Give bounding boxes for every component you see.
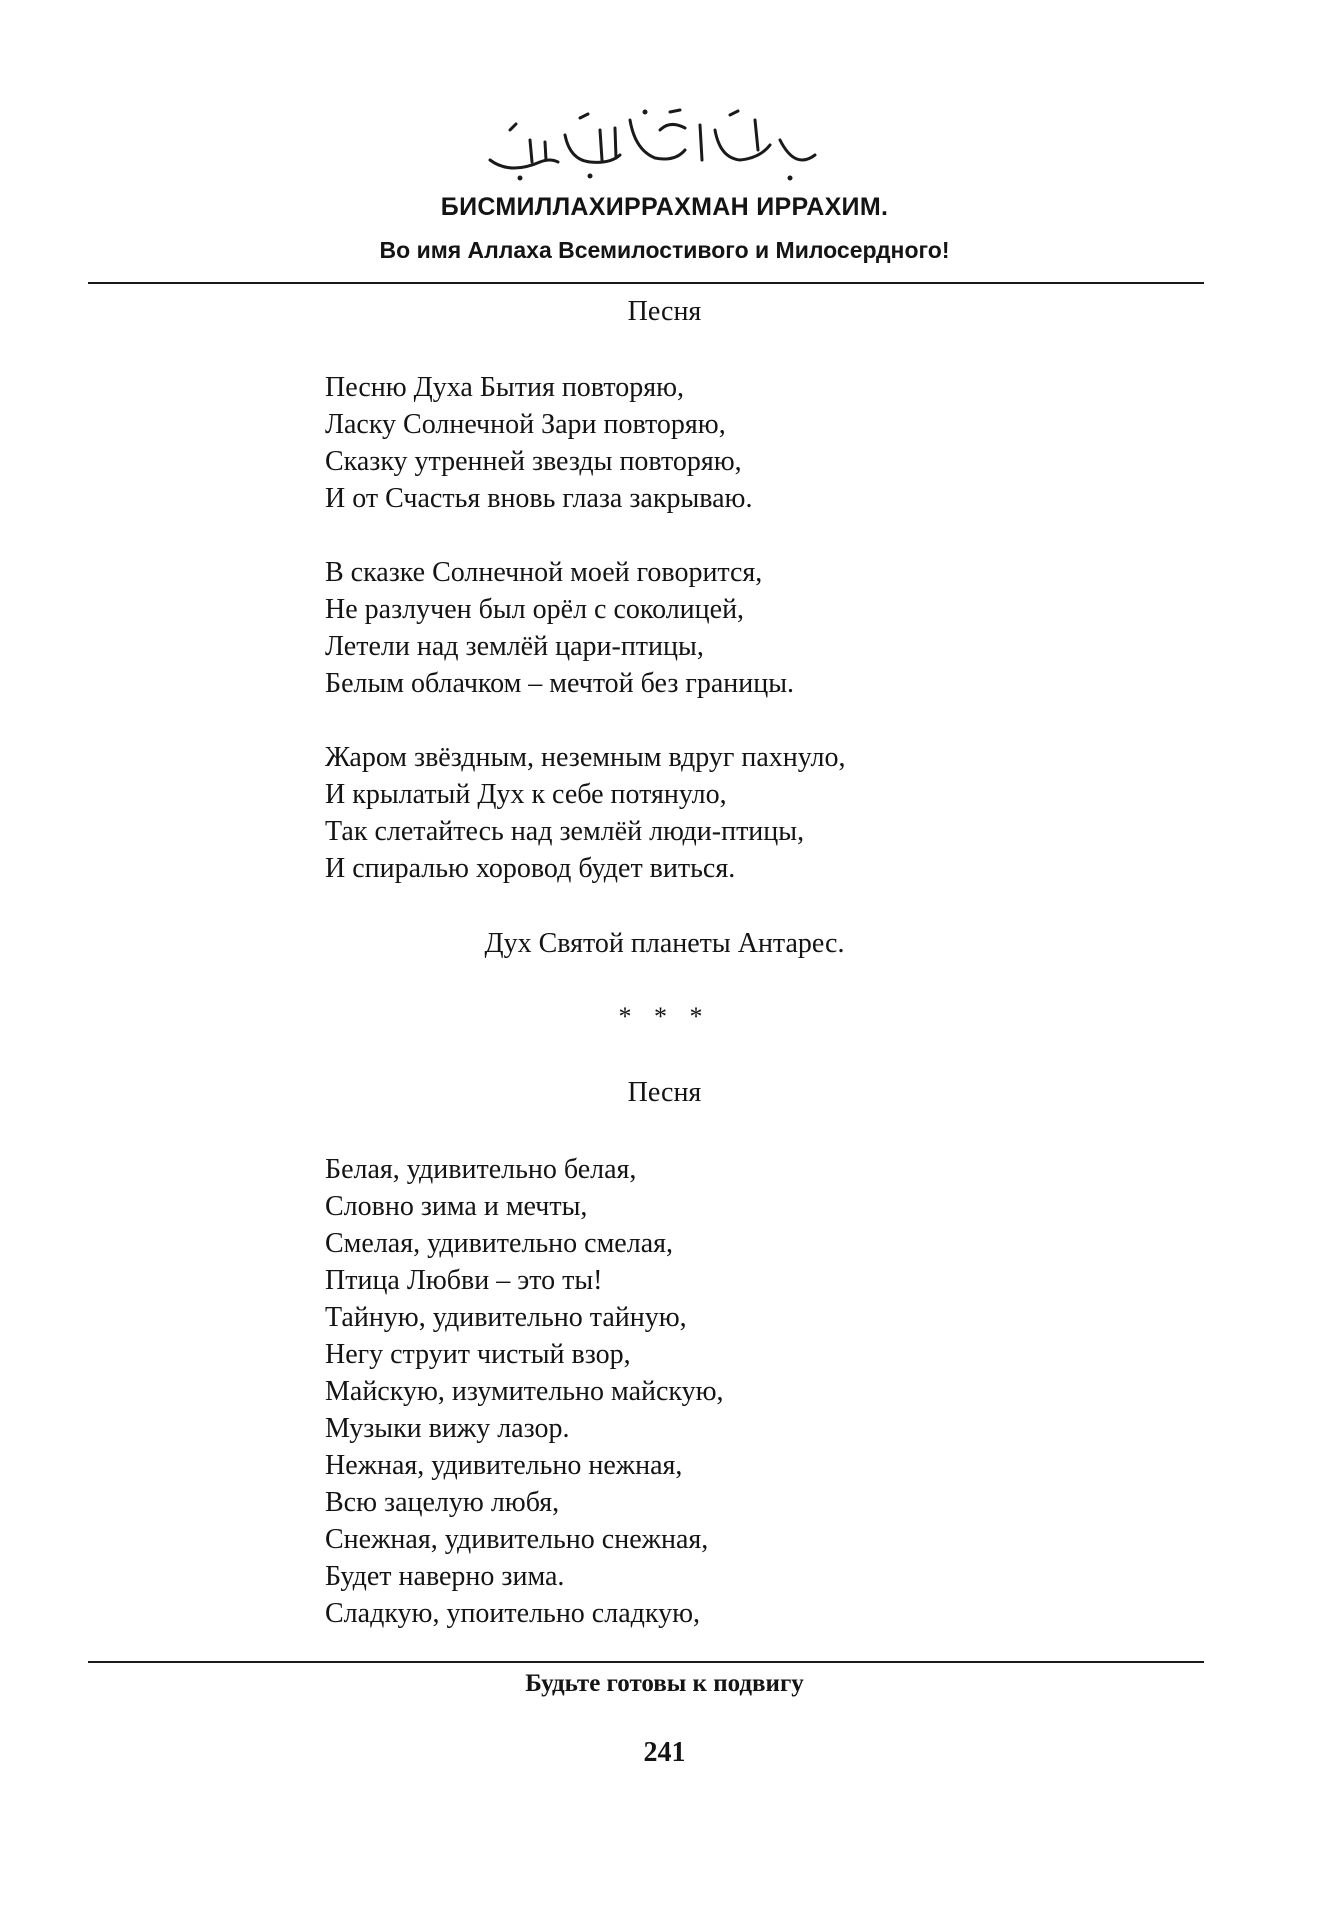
poem-line: Жаром звёздным, неземным вдруг пахнуло, [325, 742, 846, 773]
bismillah-calligraphy [470, 100, 830, 190]
poem-line: Словно зима и мечты, [325, 1191, 588, 1222]
poem-line: Сказку утренней звезды повторяю, [325, 446, 742, 477]
poem-signature: Дух Святой планеты Антарес. [484, 928, 845, 959]
poem-line: Будет наверно зима. [325, 1561, 565, 1592]
poem-line: Ласку Солнечной Зари повторяю, [325, 409, 726, 440]
poem-line: Музыки вижу лазор. [325, 1413, 570, 1444]
poem-stanza-2 [325, 554, 794, 702]
page-number: 241 [643, 1737, 686, 1768]
poem-line: Белая, удивительно белая, [325, 1154, 637, 1185]
poem-line: Летели над землёй цари-птицы, [325, 631, 704, 662]
poem-stanza-3 [325, 739, 846, 887]
poem-body [325, 1151, 724, 1632]
footer-divider [88, 1661, 1204, 1663]
poem-line: И спиралью хоровод будет виться. [325, 853, 736, 884]
poem-stanza-1 [325, 369, 752, 517]
section-separator: * * * [618, 1002, 711, 1031]
poem-line: Нежная, удивительно нежная, [325, 1450, 683, 1481]
bismillah-translation: Во имя Аллаха Всемилостивого и Милосердного! [379, 237, 950, 263]
poem-title: Песня [627, 1077, 702, 1108]
poem-line: Так слетайтесь над землёй люди-птицы, [325, 816, 805, 847]
bismillah-transliteration: БИСМИЛЛАХИРРАХМАН ИРРАХИМ. [440, 193, 889, 221]
poem-line: И крылатый Дух к себе потянуло, [325, 779, 727, 810]
poem-title: Песня [627, 296, 702, 327]
running-title: Будьте готовы к подвигу [525, 1670, 804, 1697]
poem-line: Майскую, изумительно майскую, [325, 1376, 724, 1407]
header-divider [88, 282, 1204, 284]
poem-line: Сладкую, упоительно сладкую, [325, 1598, 701, 1629]
poem-line: Не разлучен был орёл с соколицей, [325, 594, 745, 625]
poem-line: Тайную, удивительно тайную, [325, 1302, 687, 1333]
poem-line: Снежная, удивительно снежная, [325, 1524, 709, 1555]
poem-line: Всю зацелую любя, [325, 1487, 560, 1518]
poem-line: Птица Любви – это ты! [325, 1265, 603, 1296]
poem-line: И от Счастья вновь глаза закрываю. [325, 483, 753, 514]
poem-line: Смелая, удивительно смелая, [325, 1228, 674, 1259]
poem-line: Песню Духа Бытия повторяю, [325, 372, 684, 403]
poem-line: В сказке Солнечной моей говорится, [325, 557, 763, 588]
poem-line: Белым облачком – мечтой без границы. [325, 668, 795, 699]
poem-line: Негу струит чистый взор, [325, 1339, 631, 1370]
